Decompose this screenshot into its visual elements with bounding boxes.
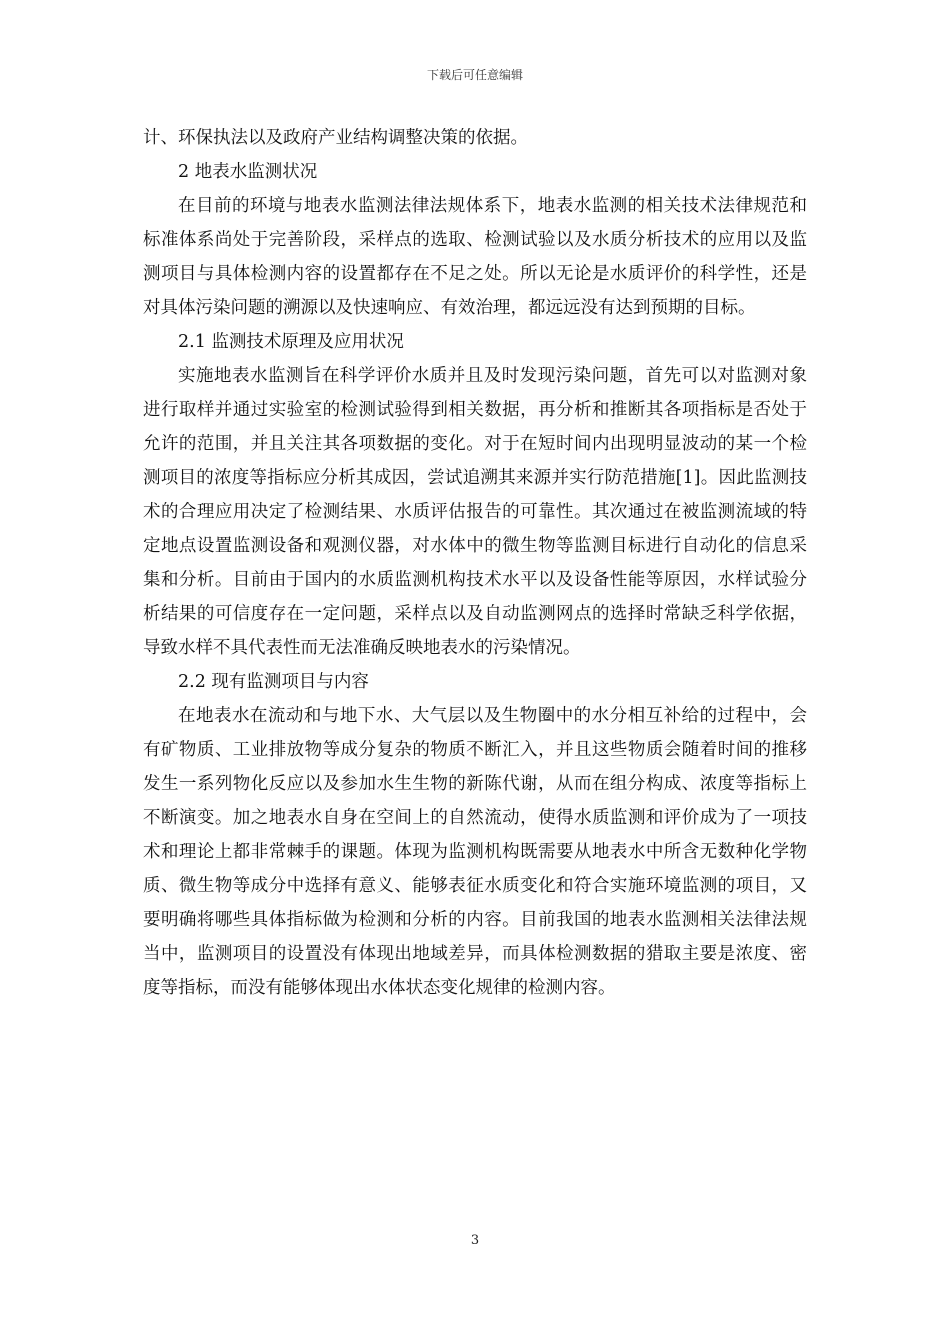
document-body xyxy=(143,121,807,1005)
paragraph-section-2-1: 实施地表水监测旨在科学评价水质并且及时发现污染问题，首先可以对监测对象进行取样并通过实验室的检测试验得到相关数据，再分析和推断其各项指标是否处于允许的范围，并且关注其各项数据的变化。对于在短时间内出现明显波动的某一个检测项目的浓度等指标应分析其成因，尝试追溯其来源并实行防范措施[1]。因此监测技术的合理应用决定了检测结果、水质评估报告的可靠性。其次通过在被监测流域的特定地点设置监测设备和观测仪器，对水体中的微生物等监测目标进行自动化的信息采集和分析。目前由于国内的水质监测机构技术水平以及设备性能等原因，水样试验分析结果的可信度存在一定问题，采样点以及自动监测网点的选择时常缺乏科学依据，导致水样不具代表性而无法准确反映地表水的污染情况。 xyxy=(143,366,807,658)
paragraph-continued: 计、环保执法以及政府产业结构调整决策的依据。 xyxy=(143,128,528,148)
paragraph-section-2-2: 在地表水在流动和与地下水、大气层以及生物圈中的水分相互补给的过程中，会有矿物质、工业排放物等成分复杂的物质不断汇入，并且这些物质会随着时间的推移发生一系列物化反应以及参加水生生物的新陈代谢，从而在组分构成、浓度等指标上不断演变。加之地表水自身在空间上的自然流动，使得水质监测和评价成为了一项技术和理论上都非常棘手的课题。体现为监测机构既需要从地表水中所含无数种化学物质、微生物等成分中选择有意义、能够表征水质变化和符合实施环境监测的项目，又要明确将哪些具体指标做为检测和分析的内容。目前我国的地表水监测相关法律法规当中，监测项目的设置没有体现出地域差异，而具体检测数据的猎取主要是浓度、密度等指标，而没有能够体现出水体状态变化规律的检测内容。 xyxy=(143,706,807,998)
page-header-note: 下载后可任意编辑 xyxy=(426,68,523,82)
paragraph-section-2: 在目前的环境与地表水监测法律法规体系下，地表水监测的相关技术法律规范和标准体系尚处于完善阶段，采样点的选取、检测试验以及水质分析技术的应用以及监测项目与具体检测内容的设置都存在不足之处。所以无论是水质评价的科学性，还是对具体污染问题的溯源以及快速响应、有效治理，都远远没有达到预期的目标。 xyxy=(143,196,807,318)
section-heading-2: 2 地表水监测状况 xyxy=(178,162,318,182)
page-number: 3 xyxy=(470,1233,480,1248)
section-heading-2-1: 2.1 监测技术原理及应用状况 xyxy=(178,332,404,352)
section-heading-2-2: 2.2 现有监测项目与内容 xyxy=(178,672,369,692)
